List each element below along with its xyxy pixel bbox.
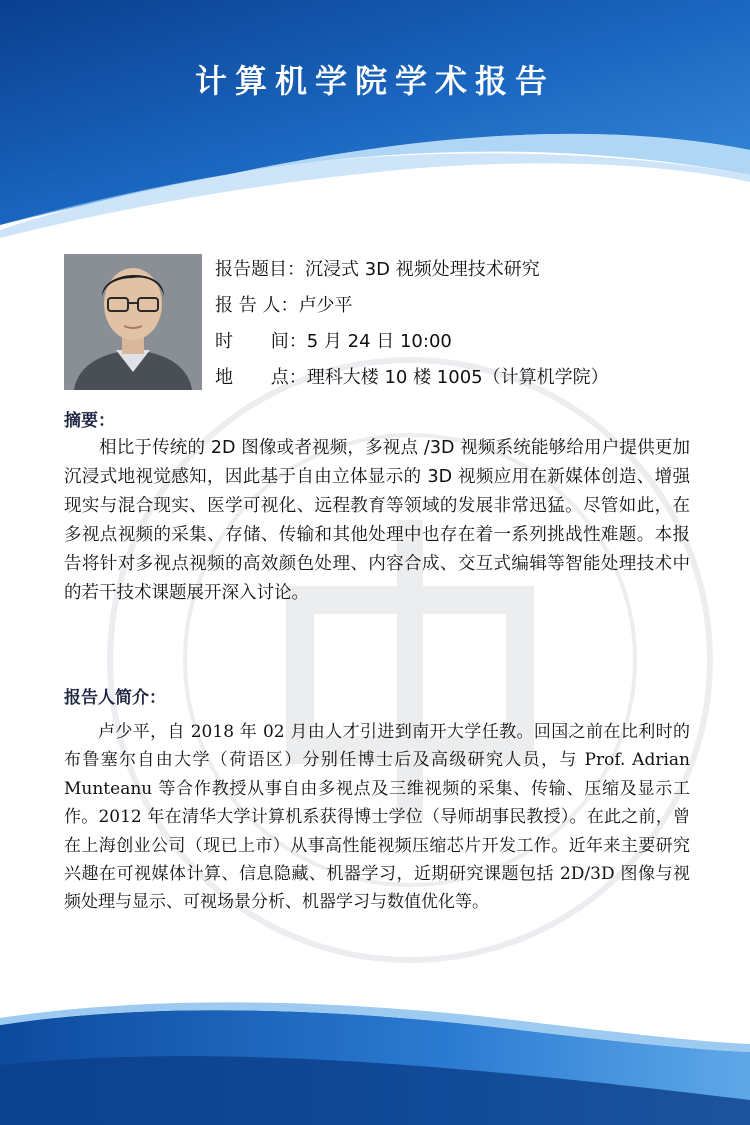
bio-text — [64, 718, 690, 917]
abstract-heading: 摘要： — [64, 411, 115, 431]
bio-paragraph: 卢少平，自 2018 年 02 月由人才引进到南开大学任教。回国之前在比利时的布鲁塞尔自由大学（荷语区）分别任博士后及高级研究人员，与 Prof. Adrian Munteanu 等合作教授从事自由多视点及三维视频的采集、传输、压缩及显示工作。2012 年在清华大学计算机系获得博士学位（导师胡事民教授）。在此之前，曾在上海创业公司（现已上市）从事高性能视频压缩芯片开发工作。近年来主要研究兴趣在可视媒体计算、信息隐藏、机器学习，近期研究课题包括 2D/3D 图像与视频处理与显示、可视场景分析、机器学习与数值优化等。 — [64, 722, 690, 913]
info-value: 沉浸式 3D 视频处理技术研究 — [305, 259, 540, 280]
info-label: 报 告 人： — [215, 295, 299, 316]
info-row-time — [215, 328, 609, 364]
abstract-paragraph: 相比于传统的 2D 图像或者视频，多视点 /3D 视频系统能够给用户提供更加沉浸式地视觉感知，因此基于自由立体显示的 3D 视频应用在新媒体创造、增强现实与混合现实、医学可视化、远程教育等领域的发展非常迅猛。尽管如此，在多视点视频的采集、存储、传输和其他处理中也存在着一系列挑战性难题。本报告将针对多视点视频的高效颜色处理、内容合成、交互式编辑等智能处理技术中的若干技术课题展开深入讨论。 — [64, 438, 690, 603]
info-value: 理科大楼 10 楼 1005（计算机学院） — [306, 367, 609, 388]
info-value: 卢少平 — [298, 295, 353, 316]
speaker-info — [215, 256, 609, 400]
poster-title: 计算机学院学术报告 — [194, 62, 555, 100]
abstract-text — [64, 434, 690, 608]
info-label: 时 间： — [215, 331, 307, 352]
info-row-speaker — [215, 292, 609, 328]
info-label: 报告题目： — [215, 259, 305, 280]
bio-heading: 报告人简介： — [64, 688, 166, 708]
info-row-location — [215, 364, 609, 400]
speaker-photo — [64, 254, 202, 390]
info-row-title — [215, 256, 609, 292]
info-label: 地 点： — [215, 367, 307, 388]
info-value: 5 月 24 日 10:00 — [306, 331, 452, 352]
